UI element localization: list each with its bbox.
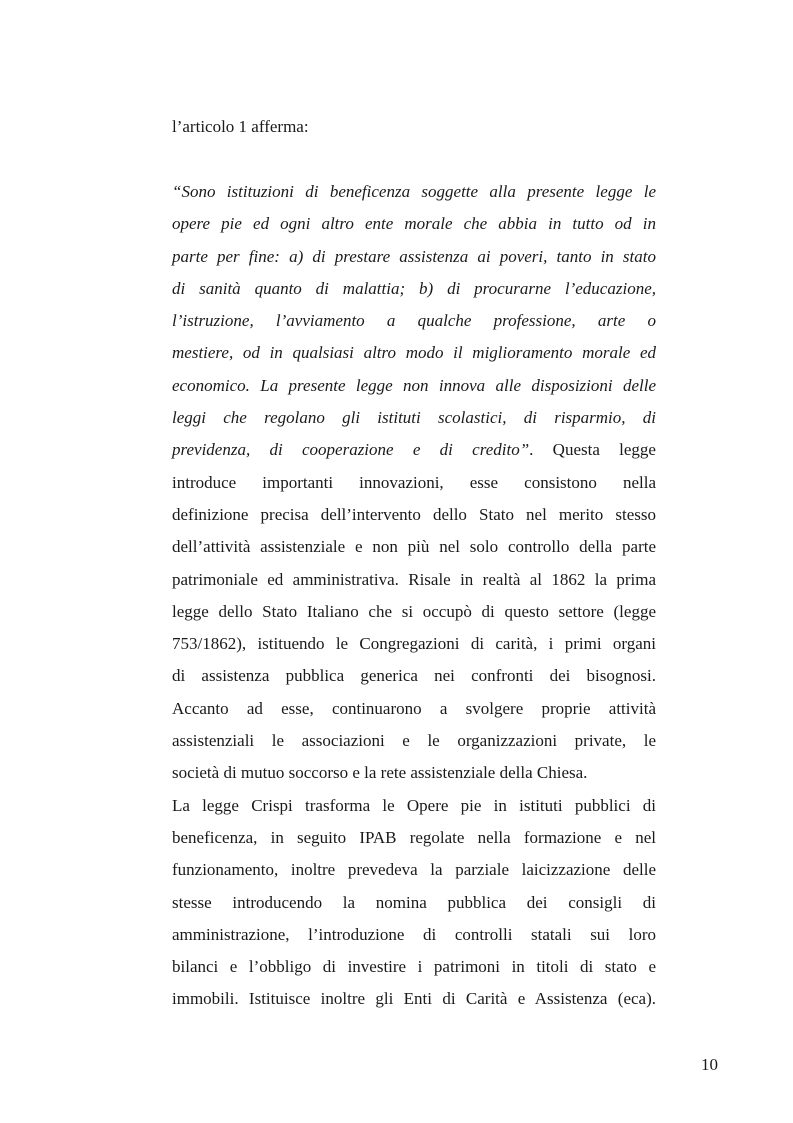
text-line xyxy=(172,531,656,563)
text-line xyxy=(172,467,656,499)
text-line xyxy=(172,402,656,434)
text-segment: definizione precisa dell’intervento dello Stato nel merito stesso xyxy=(172,504,656,524)
italic-quote-segment: leggi che regolano gli istituti scolastici, di risparmio, di xyxy=(172,408,656,428)
text-segment: legge dello Stato Italiano che si occupò di questo settore (legge xyxy=(172,601,656,621)
text-line xyxy=(172,434,656,466)
text-line xyxy=(172,305,656,337)
text-segment: . Questa legge xyxy=(529,440,656,460)
page-number: 10 xyxy=(701,1055,718,1074)
text-line xyxy=(172,596,656,628)
italic-quote-segment: economico. La presente legge non innova alle disposizioni delle xyxy=(172,375,656,395)
italic-quote-segment: mestiere, od in qualsiasi altro modo il miglioramento morale ed xyxy=(172,343,656,363)
text-line xyxy=(172,725,656,757)
text-segment: patrimoniale ed amministrativa. Risale in realtà al 1862 la prima xyxy=(172,569,656,589)
italic-quote-segment: opere pie ed ogni altro ente morale che abbia in tutto od in xyxy=(172,214,656,234)
text-line xyxy=(172,983,656,1015)
text-segment: introduce importanti innovazioni, esse consistono nella xyxy=(172,472,656,492)
text-line xyxy=(172,951,656,983)
text-segment: immobili. Istituisce inoltre gli Enti di Carità e Assistenza (eca). xyxy=(172,989,656,1009)
text-segment: amministrazione, l’introduzione di controlli statali sui loro xyxy=(172,924,656,944)
text-line xyxy=(172,241,656,273)
text-segment: beneficenza, in seguito IPAB regolate nella formazione e nel xyxy=(172,827,656,847)
text-line xyxy=(172,370,656,402)
italic-quote-segment: “Sono istituzioni di beneficenza soggette alla presente legge le xyxy=(172,182,656,201)
text-segment: dell’attività assistenziale e non più nel solo controllo della parte xyxy=(172,537,656,557)
text-line xyxy=(172,564,656,596)
text-segment: Accanto ad esse, continuarono a svolgere proprie attività xyxy=(172,698,656,718)
text-segment: di assistenza pubblica generica nei confronti dei bisognosi. xyxy=(172,666,656,686)
text-segment: assistenziali le associazioni e le organizzazioni private, le xyxy=(172,731,656,751)
text-segment: La legge Crispi trasforma le Opere pie in istituti pubblici di xyxy=(172,795,656,815)
text-line xyxy=(172,854,656,886)
text-line xyxy=(172,660,656,692)
italic-quote-segment: l’istruzione, l’avviamento a qualche professione, arte o xyxy=(172,311,656,331)
intro-line: l’articolo 1 afferma: xyxy=(172,117,309,136)
text-line xyxy=(172,919,656,951)
text-line xyxy=(172,176,656,208)
text-line xyxy=(172,208,656,240)
text-segment: 753/1862), istituendo le Congregazioni di carità, i primi organi xyxy=(172,634,656,654)
text-segment: società di mutuo soccorso e la rete assistenziale della Chiesa. xyxy=(172,763,588,783)
text-line xyxy=(172,273,656,305)
text-segment: stesse introducendo la nomina pubblica dei consigli di xyxy=(172,892,656,912)
text-segment: funzionamento, inoltre prevedeva la parziale laicizzazione delle xyxy=(172,860,656,880)
italic-quote-segment: previdenza, di cooperazione e di credito” xyxy=(172,440,530,460)
text-line xyxy=(172,790,656,822)
body-paragraphs xyxy=(172,176,656,1016)
text-line xyxy=(172,887,656,919)
text-segment: bilanci e l’obbligo di investire i patrimoni in titoli di stato e xyxy=(172,957,656,977)
text-line xyxy=(172,499,656,531)
text-line xyxy=(172,757,656,789)
text-line xyxy=(172,822,656,854)
italic-quote-segment: parte per fine: a) di prestare assistenza ai poveri, tanto in stato xyxy=(172,246,656,266)
text-line xyxy=(172,337,656,369)
italic-quote-segment: di sanità quanto di malattia; b) di procurarne l’educazione, xyxy=(172,278,656,298)
text-line xyxy=(172,628,656,660)
text-line xyxy=(172,693,656,725)
